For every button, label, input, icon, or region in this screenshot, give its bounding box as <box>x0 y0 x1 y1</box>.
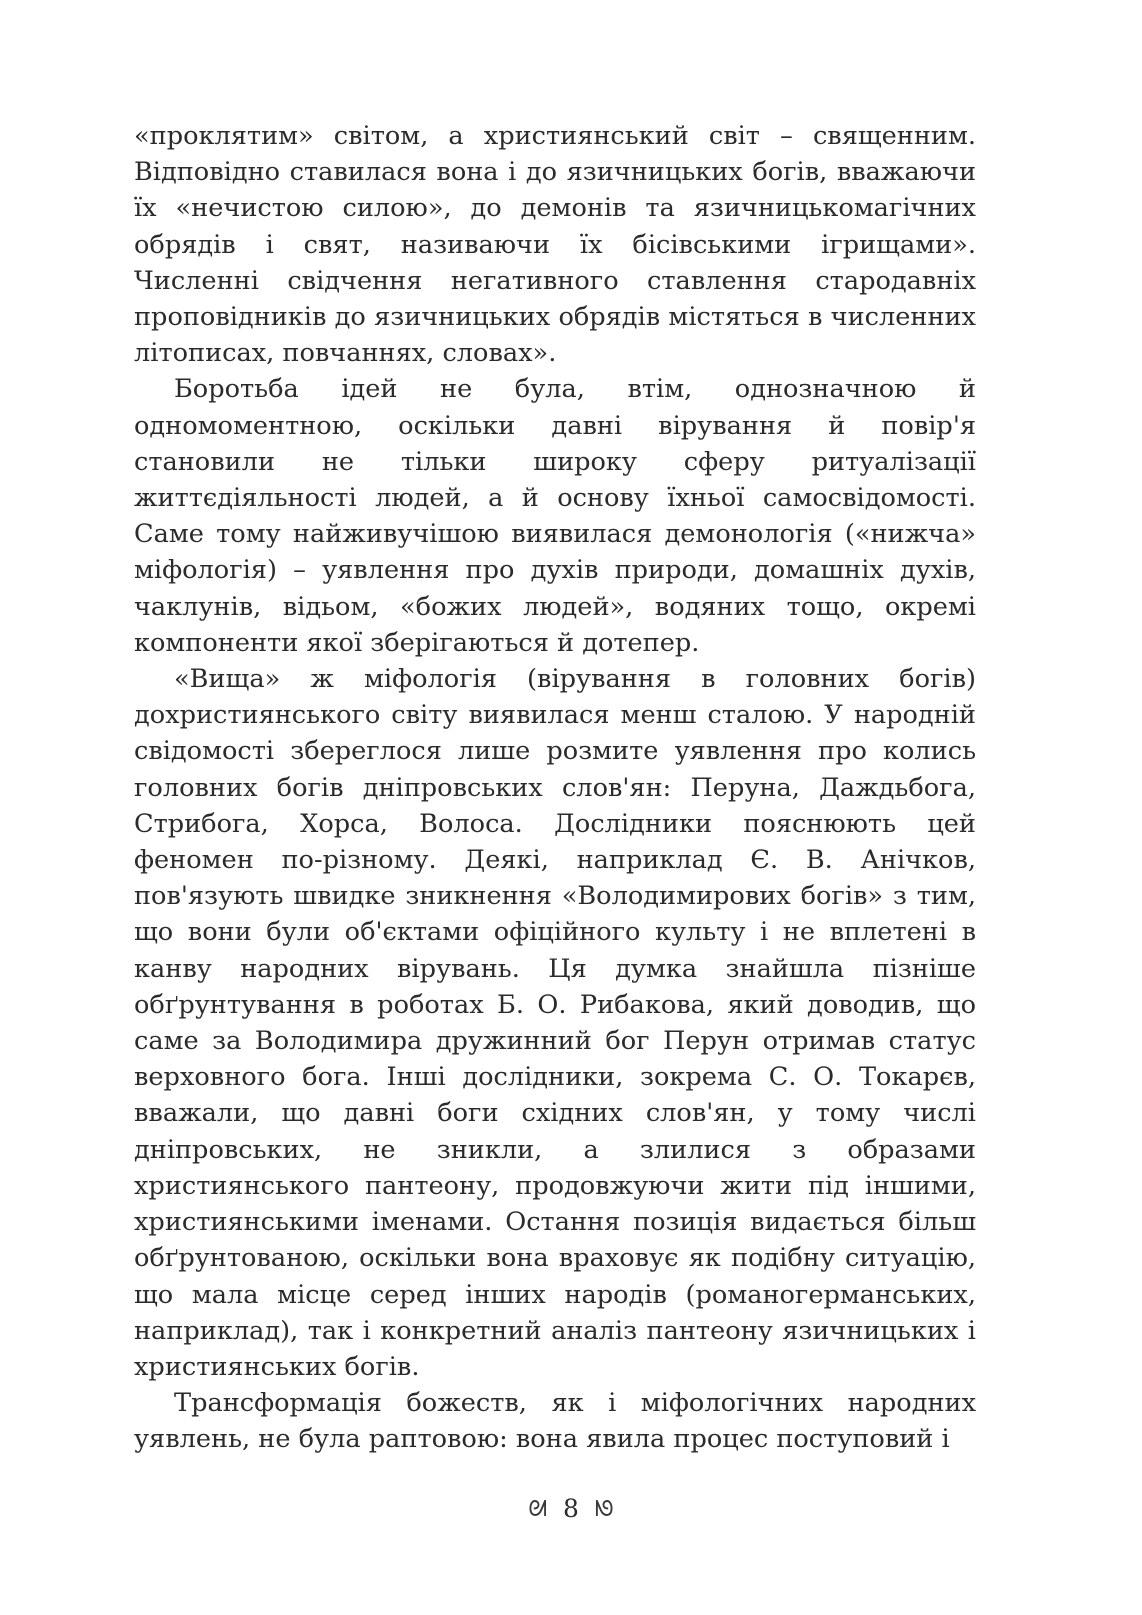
paragraph-4: Трансформація божеств, як і міфологічних народних уявлень, не була раптовою: вона явила процес поступовий і <box>134 1388 976 1455</box>
page-footer <box>0 1494 1142 1523</box>
paragraph-2: Боротьба ідей не була, втім, однозначною й одномоментною, оскільки давні вірування й повір'я становили не тільки широку сферу ритуалізації життєдіяльності людей, а й основу їхньої самосвідомості. Саме тому найживучішою виявилася демонологія («нижча» міфологія) – уявлення про духів природи, домашніх духів, чаклунів, відьом, «божих людей», водяних тощо, окремі компоненти якої зберігаються й дотепер. <box>134 374 976 658</box>
paragraph-3: «Вища» ж міфологія (вірування в головних богів) дохристиянського світу виявилася менш сталою. У народній свідомості збереглося лише розмите уявлення про колись головних богів дніпровських слов'ян: Перуна, Даждьбога, Стрибога, Хорса, Волоса. Дослідники пояснюють цей феномен по-різному. Деякі, наприклад Є. В. Анічков, пов'язують швидке зникнення «Володимирових богів» з тим, що вони були об'єктами офіційного культу і не вплетені в канву народних вірувань. Ця думка знайшла пізніше обґрунтування в роботах Б. О. Рибакова, який доводив, що саме за Володимира дружинний бог Перун отримав статус верховного бога. Інші дослідники, зокрема С. О. Токарєв, вважали, що давні боги східних слов'ян, у тому числі дніпровських, не зникли, а злилися з образами християнського пантеону, продовжуючи жити під іншими, християнськими іменами. Остання позиція видається більш обґрунтованою, оскільки вона враховує як подібну ситуацію, що мала місце серед інших народів (романогерманських, наприклад), так і конкретний аналіз пантеону язичницьких і християнських богів. <box>134 664 976 1382</box>
floral-ornament-left-icon: ᘛ <box>528 1497 548 1522</box>
page-body <box>134 118 976 1458</box>
floral-ornament-right-icon: ᘚ <box>594 1497 614 1522</box>
page-number: 8 <box>563 1494 579 1523</box>
paragraph-1: «проклятим» світом, а християнський світ – священним. Відповідно ставилася вона і до язичницьких богів, вважаючи їх «нечистою силою», до демонів та язичницькомагічних обрядів і свят, називаючи їх бісівськими ігрищами». Численні свідчення негативного ставлення стародавніх проповідників до язичницьких обрядів містяться в численних літописах, повчаннях, словах». <box>134 121 976 369</box>
